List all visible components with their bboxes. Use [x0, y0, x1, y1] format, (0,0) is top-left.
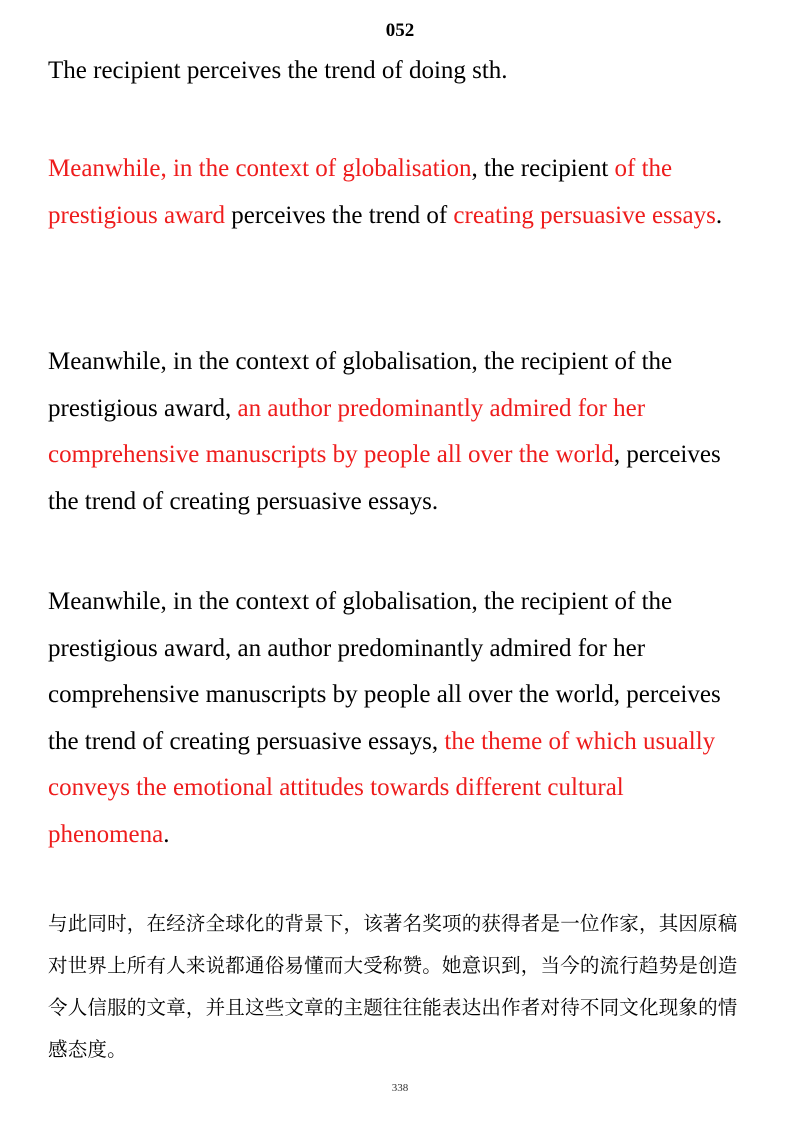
page-number-header: 052	[385, 20, 415, 41]
plain-segment: , the recipient	[471, 155, 615, 182]
plain-segment: perceives the trend of	[225, 201, 454, 229]
highlight-segment: of the prestigious award	[48, 155, 673, 229]
plain-segment: Meanwhile, in the context of globalisation, the recipient of the prestigious award, an author predominantly admired for her comprehensive manuscripts by people all over the world, perceives the trend of creating persuasive essays,	[48, 588, 721, 755]
paragraph-2	[48, 146, 748, 239]
chinese-translation: 与此同时，在经济全球化的背景下，该著名奖项的获得者是一位作家，其因原稿对世界上所有人来说都通俗易懂而大受称赞。她意识到，当今的流行趋势是创造令人信服的文章，并且这些文章的主题往往能表达出作者对待不同文化现象的情感态度。	[48, 912, 738, 1061]
page-number-footer: 338	[391, 1082, 409, 1094]
highlight-segment: Meanwhile, in the context of globalisation	[48, 155, 472, 182]
plain-segment: , perceives the trend of creating persuasive essays.	[48, 441, 721, 515]
paragraph-3	[48, 339, 748, 525]
highlight-segment: an author predominantly admired for her comprehensive manuscripts by people all over the world	[48, 394, 646, 468]
paragraph-1	[48, 48, 748, 95]
highlight-segment: the theme of which usually conveys the emotional attitudes towards different cultural phenomena	[48, 727, 716, 848]
plain-segment: Meanwhile, in the context of globalisation, the recipient of the prestigious award,	[48, 348, 673, 422]
plain-segment: .	[163, 820, 170, 848]
paragraph-1-text: The recipient perceives the trend of doing sth.	[48, 57, 508, 84]
highlight-segment: creating persuasive essays	[453, 201, 716, 229]
plain-segment: .	[715, 201, 723, 229]
paragraph-4	[48, 579, 748, 858]
